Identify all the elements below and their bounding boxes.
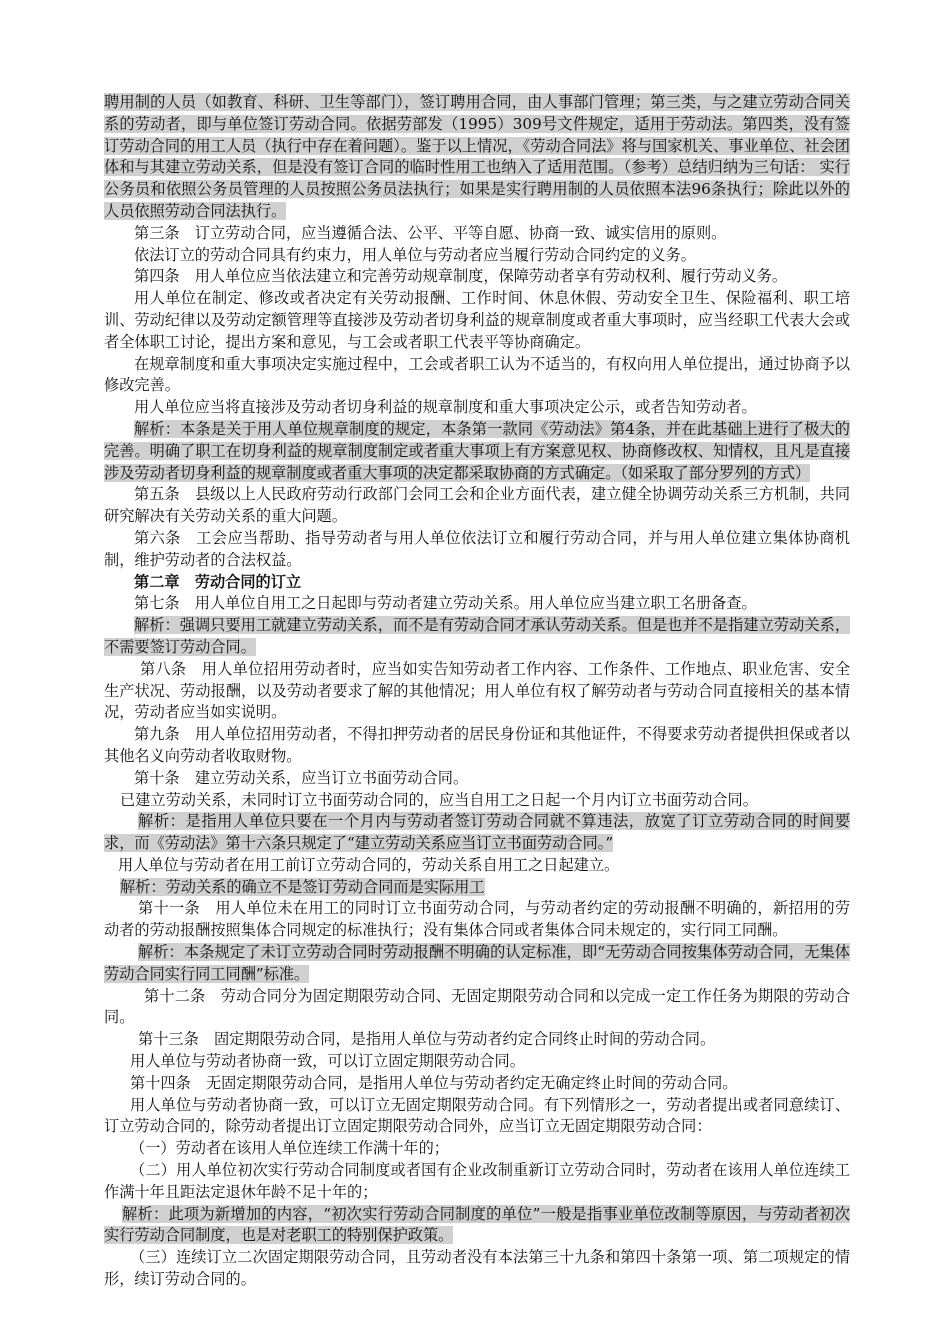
paragraph-text: 第八条 用人单位招用劳动者时，应当如实告知劳动者工作内容、工作条件、工作地点、职业危害、安全生产状况、劳动报酬，以及劳动者要求了解的其他情况；用人单位有权了解劳动者与劳动合同直接相关的基本情况，劳动者应当如实说明。 bbox=[104, 659, 850, 722]
paragraph-text: 第二章 劳动合同的订立 bbox=[134, 572, 302, 591]
annotation-paragraph bbox=[104, 419, 850, 484]
document-paragraph bbox=[104, 1138, 850, 1160]
paragraph-text: 用人单位与劳动者在用工前订立劳动合同的，劳动关系自用工之日起建立。 bbox=[118, 855, 620, 874]
paragraph-text: （三）连续订立二次固定期限劳动合同，且劳动者没有本法第三十九条和第四十条第一项、第二项规定的情形，续订劳动合同的。 bbox=[104, 1248, 850, 1289]
document-paragraph bbox=[104, 1051, 850, 1073]
paragraph-text: 解析：是指用人单位只要在一个月内与劳动者签订劳动合同就不算违法，放宽了订立劳动合同的时间要求，而《劳动法》第十六条只规定了“建立劳动关系应当订立书面劳动合同。” bbox=[104, 812, 850, 853]
paragraph-text: 第三条 订立劳动合同，应当遵循合法、公平、平等自愿、协商一致、诚实信用的原则。 bbox=[134, 223, 727, 242]
paragraph-text: 用人单位与劳动者协商一致，可以订立固定期限劳动合同。 bbox=[130, 1052, 525, 1071]
paragraph-text: 第七条 用人单位自用工之日起即与劳动者建立劳动关系。用人单位应当建立职工名册备查。 bbox=[134, 594, 757, 613]
paragraph-text: 第九条 用人单位招用劳动者，不得扣押劳动者的居民身份证和其他证件，不得要求劳动者提供担保或者以其他名义向劳动者收取财物。 bbox=[104, 725, 850, 765]
annotation-paragraph bbox=[104, 615, 850, 659]
document-paragraph bbox=[104, 397, 850, 419]
paragraph-text: 用人单位与劳动者协商一致，可以订立无固定期限劳动合同。有下列情形之一，劳动者提出或者同意续订、订立劳动合同的，除劳动者提出订立固定期限劳动合同外，应当订立无固定期限劳动合同： bbox=[104, 1095, 850, 1136]
paragraph-text: 解析：强调只要用工就建立劳动关系，而不是有劳动合同才承认劳动关系。但是也并不是指建立劳动关系，不需要签订劳动合同。 bbox=[104, 616, 850, 656]
annotation-paragraph bbox=[104, 877, 850, 899]
paragraph-text: 第十四条 无固定期限劳动合同，是指用人单位与劳动者约定无确定终止时间的劳动合同。 bbox=[130, 1073, 738, 1092]
annotation-paragraph bbox=[104, 942, 850, 986]
document-paragraph bbox=[104, 593, 850, 615]
paragraph-text: 第十二条 劳动合同分为固定期限劳动合同、无固定期限劳动合同和以完成一定工作任务为期限的劳动合同。 bbox=[104, 986, 850, 1027]
document-paragraph bbox=[104, 790, 850, 812]
paragraph-text: 聘用制的人员（如教育、科研、卫生等部门），签订聘用合同，由人事部门管理；第三类，与之建立劳动合同关系的劳动者，即与单位签订劳动合同。依据劳部发（1995）309号文件规定，适用于劳动法。第四类，没有签订劳动合同的用工人员（执行中存在着问题）。鉴于以上情况，《劳动合同法》将与国家机关、事业单位、社会团体和与其建立劳动关系，但是没有签订合同的临时性用工也纳入了适用范围。（参考）总结归纳为三句话： 实行公务员和依照公务员管理的人员按照公务员法执行；如果是实行聘用制的人员依照本法96条执行；除此以外的人员依照劳动合同法执行。 bbox=[104, 93, 850, 220]
document-paragraph bbox=[104, 1160, 850, 1204]
document-paragraph bbox=[104, 659, 850, 724]
document-page bbox=[104, 92, 850, 1291]
paragraph-text: 解析：此项为新增加的内容，“初次实行劳动合同制度的单位”一般是指事业单位改制等原因，与劳动者初次实行劳动合同制度，也是对老职工的特别保护政策。 bbox=[104, 1204, 850, 1245]
paragraph-text: 解析：本条是关于用人单位规章制度的规定，本条第一款同《劳动法》第4条，并在此基础上进行了极大的完善。明确了职工在切身利益的规章制度制定或者重大事项上有方案意见权、协商修改权、知情权，且凡是直接涉及劳动者切身利益的规章制度或者重大事项的决定都采取协商的方式确定。（如采取了部分罗列的方式） bbox=[104, 419, 850, 482]
document-paragraph bbox=[104, 986, 850, 1030]
annotation-paragraph bbox=[104, 1204, 850, 1248]
document-paragraph bbox=[104, 528, 850, 572]
paragraph-text: （一）劳动者在该用人单位连续工作满十年的； bbox=[130, 1139, 449, 1158]
document-paragraph bbox=[104, 768, 850, 790]
chapter-heading bbox=[104, 572, 850, 594]
paragraph-text: 第五条 县级以上人民政府劳动行政部门会同工会和企业方面代表，建立健全协调劳动关系三方机制，共同研究解决有关劳动关系的重大问题。 bbox=[104, 485, 850, 526]
document-paragraph bbox=[104, 898, 850, 942]
paragraph-text: 第十三条 固定期限劳动合同，是指用人单位与劳动者约定合同终止时间的劳动合同。 bbox=[138, 1030, 716, 1049]
document-paragraph bbox=[104, 1073, 850, 1095]
paragraph-text: 用人单位在制定、修改或者决定有关劳动报酬、工作时间、休息休假、劳动安全卫生、保险福利、职工培训、劳动纪律以及劳动定额管理等直接涉及劳动者切身利益的规章制度或者重大事项时，应当经职工代表大会或者全体职工讨论，提出方案和意见，与工会或者职工代表平等协商确定。 bbox=[104, 289, 850, 351]
document-paragraph bbox=[104, 1029, 850, 1051]
paragraph-text: 第六条 工会应当帮助、指导劳动者与用人单位依法订立和履行劳动合同，并与用人单位建立集体协商机制，维护劳动者的合法权益。 bbox=[104, 528, 850, 569]
paragraph-text: 第十条 建立劳动关系，应当订立书面劳动合同。 bbox=[134, 768, 469, 787]
document-paragraph bbox=[104, 855, 850, 877]
paragraph-text: 第四条 用人单位应当依法建立和完善劳动规章制度，保障劳动者享有劳动权利、履行劳动义务。 bbox=[134, 267, 788, 286]
document-paragraph bbox=[104, 245, 850, 267]
document-paragraph bbox=[104, 484, 850, 528]
document-paragraph bbox=[104, 354, 850, 398]
document-paragraph bbox=[104, 266, 850, 288]
document-paragraph bbox=[104, 223, 850, 245]
annotation-paragraph bbox=[104, 811, 850, 855]
paragraph-text: 第十一条 用人单位未在用工的同时订立书面劳动合同，与劳动者约定的劳动报酬不明确的，新招用的劳动者的劳动报酬按照集体合同规定的标准执行；没有集体合同或者集体合同未规定的，实行同工同酬。 bbox=[104, 899, 850, 940]
paragraph-text: 解析：本条规定了未订立劳动合同时劳动报酬不明确的认定标准，即“无劳动合同按集体劳动合同，无集体劳动合同实行同工同酬”标准。 bbox=[104, 943, 850, 983]
document-paragraph bbox=[104, 724, 850, 768]
document-paragraph bbox=[104, 1095, 850, 1139]
paragraph-text: 依法订立的劳动合同具有约束力，用人单位与劳动者应当履行劳动合同约定的义务。 bbox=[134, 245, 696, 264]
paragraph-text: 在规章制度和重大事项决定实施过程中，工会或者职工认为不适当的，有权向用人单位提出，通过协商予以修改完善。 bbox=[104, 354, 850, 395]
document-paragraph bbox=[104, 288, 850, 353]
document-paragraph bbox=[104, 1247, 850, 1291]
paragraph-text: 用人单位应当将直接涉及劳动者切身利益的规章制度和重大事项决定公示，或者告知劳动者。 bbox=[134, 398, 757, 417]
annotation-paragraph bbox=[104, 92, 850, 223]
paragraph-text: 已建立劳动关系，未同时订立书面劳动合同的，应当自用工之日起一个月内订立书面劳动合同。 bbox=[120, 790, 758, 809]
paragraph-text: （二）用人单位初次实行劳动合同制度或者国有企业改制重新订立劳动合同时，劳动者在该用人单位连续工作满十年且距法定退休年龄不足十年的； bbox=[104, 1161, 850, 1201]
paragraph-text: 解析：劳动关系的确立不是签订劳动合同而是实际用工 bbox=[120, 877, 485, 896]
